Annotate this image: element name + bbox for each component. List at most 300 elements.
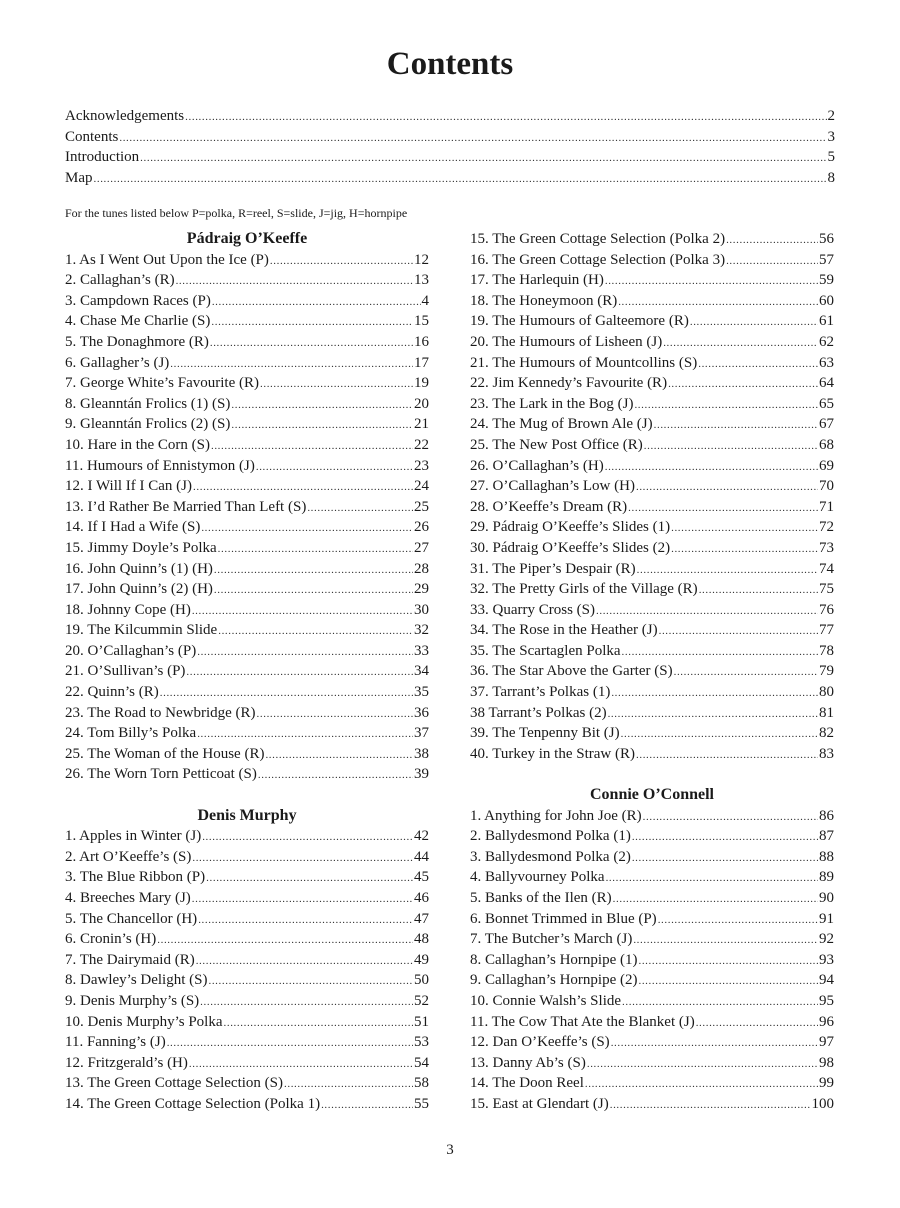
entry-page: 8 [827, 169, 835, 186]
dot-leader [633, 930, 818, 951]
toc-entry [65, 353, 429, 374]
dot-leader [185, 107, 826, 128]
entry-title: 25. The New Post Office (R) [470, 436, 643, 453]
toc-entry [65, 394, 429, 415]
entry-page: 29 [414, 581, 429, 598]
entry-page: 13 [414, 272, 429, 289]
entry-title: 18. Johnny Cope (H) [65, 601, 191, 618]
toc-entry [65, 909, 429, 930]
entry-page: 52 [414, 992, 429, 1009]
entry-title: 15. East at Glendart (J) [470, 1095, 609, 1112]
dot-leader [256, 457, 413, 478]
entry-title: 5. Banks of the Ilen (R) [470, 890, 612, 906]
dot-leader [94, 169, 827, 190]
entry-page: 45 [414, 869, 429, 886]
dot-leader [200, 992, 413, 1013]
dot-leader [699, 580, 818, 601]
entry-title: 3. Campdown Races (P) [65, 292, 211, 309]
entry-page: 89 [819, 869, 834, 886]
entry-page: 57 [819, 251, 834, 268]
toc-entry [65, 723, 429, 744]
dot-leader [608, 704, 818, 725]
entry-page: 63 [819, 354, 834, 371]
toc-entry [65, 682, 429, 703]
entry-page: 2 [827, 108, 835, 124]
toc-entry [470, 517, 834, 538]
toc-entry [65, 147, 835, 168]
toc-entry [470, 661, 834, 682]
entry-title: 13. Danny Ab’s (S) [470, 1054, 586, 1071]
entry-title: 13. I’d Rather Be Married Than Left (S) [65, 498, 307, 515]
dot-leader [197, 642, 413, 663]
toc-entry [470, 497, 834, 518]
entry-title: 22. Quinn’s (R) [65, 684, 159, 701]
dot-leader [192, 848, 413, 869]
dot-leader [176, 271, 413, 292]
toc-entry [470, 250, 834, 271]
toc-entry [470, 970, 834, 991]
dot-leader [206, 868, 413, 889]
dot-leader [265, 745, 413, 766]
entry-page: 62 [819, 333, 834, 350]
entry-title: 10. Connie Walsh’s Slide [470, 992, 622, 1009]
entry-title: Acknowledgements [65, 108, 185, 124]
entry-page: 61 [819, 313, 834, 330]
dot-leader [260, 374, 413, 395]
toc-entry [65, 517, 429, 538]
toc-entry [470, 373, 834, 394]
toc-entry [65, 579, 429, 600]
entry-page: 98 [819, 1054, 834, 1071]
entry-page: 24 [414, 478, 429, 495]
entry-page: 37 [414, 725, 429, 742]
toc-entry [65, 311, 429, 332]
entry-page: 71 [819, 498, 834, 515]
entry-title: 10. Hare in the Corn (S) [65, 436, 210, 453]
entry-title: 12. I Will If I Can (J) [65, 478, 193, 495]
toc-entry [65, 641, 429, 662]
toc-entry [470, 600, 834, 621]
dot-leader [192, 889, 413, 910]
entry-page: 46 [414, 890, 429, 906]
entry-page: 25 [414, 498, 429, 515]
dot-leader [638, 971, 818, 992]
toc-entry [470, 435, 834, 456]
entry-title: 12. Fritzgerald’s (H) [65, 1054, 188, 1071]
entry-page: 94 [819, 972, 834, 989]
entry-title: 23. The Lark in the Bog (J) [470, 395, 634, 412]
connie-oconnell-list [470, 806, 834, 1115]
toc-entry [65, 1053, 429, 1074]
dot-leader [628, 498, 818, 519]
dot-leader [284, 1074, 413, 1095]
entry-title: 1. Anything for John Joe (R) [470, 807, 642, 824]
toc-entry [470, 991, 834, 1012]
entry-title: 28. O’Keeffe’s Dream (R) [470, 498, 628, 515]
toc-entry [65, 950, 429, 971]
toc-entry [470, 1073, 834, 1094]
toc-entry [470, 414, 834, 435]
dot-leader [622, 992, 818, 1013]
toc-entry [65, 1012, 429, 1033]
toc-entry [65, 476, 429, 497]
entry-title: 40. Turkey in the Straw (R) [470, 745, 635, 762]
entry-title: 9. Denis Murphy’s (S) [65, 992, 200, 1009]
toc-entry [470, 1094, 834, 1115]
entry-page: 28 [414, 560, 429, 577]
entry-title: 21. The Humours of Mountcollins (S) [470, 354, 698, 371]
dot-leader [186, 662, 413, 683]
toc-entry [65, 600, 429, 621]
dot-leader [610, 1095, 811, 1116]
section-gap [470, 764, 834, 785]
padraig-okeeffe-list-continued [470, 229, 834, 764]
entry-page: 76 [819, 601, 834, 618]
dot-leader [611, 1033, 818, 1054]
toc-entry [65, 929, 429, 950]
toc-entry [65, 888, 429, 909]
dot-leader [671, 518, 818, 539]
entry-page: 23 [414, 457, 429, 474]
entry-title: 16. The Green Cottage Selection (Polka 3) [470, 251, 726, 268]
dot-leader [201, 518, 413, 539]
entry-title: 18. The Honeymoon (R) [470, 292, 618, 309]
entry-title: 33. Quarry Cross (S) [470, 601, 595, 618]
toc-entry [65, 826, 429, 847]
toc-entry [65, 456, 429, 477]
entry-page: 74 [819, 560, 834, 577]
page-number: 3 [446, 1142, 454, 1158]
entry-title: 27. O’Callaghan’s Low (H) [470, 478, 635, 495]
padraig-okeeffe-list [65, 250, 429, 785]
entry-title: 8. Callaghan’s Hornpipe (1) [470, 951, 638, 968]
dot-leader [270, 251, 413, 272]
entry-title: 19. The Humours of Galteemore (R) [470, 313, 689, 330]
entry-title: 34. The Rose in the Heather (J) [470, 622, 658, 639]
dot-leader [196, 951, 413, 972]
entry-page: 67 [819, 416, 834, 433]
entry-page: 95 [819, 992, 834, 1009]
toc-entry [65, 867, 429, 888]
toc-entry [65, 847, 429, 868]
entry-page: 93 [819, 951, 834, 968]
denis-murphy-list [65, 826, 429, 1114]
entry-page: 97 [819, 1034, 834, 1051]
dot-leader [214, 580, 413, 601]
toc-entry [470, 682, 834, 703]
toc-entry [65, 414, 429, 435]
entry-title: 1. As I Went Out Upon the Ice (P) [65, 251, 269, 268]
entry-page: 70 [819, 478, 834, 495]
dot-leader [167, 1033, 413, 1054]
dot-leader [157, 930, 413, 951]
entry-title: 26. The Worn Torn Petticoat (S) [65, 766, 257, 783]
toc-entry [470, 806, 834, 827]
dot-leader [231, 415, 413, 436]
dot-leader [668, 374, 818, 395]
entry-page: 100 [811, 1095, 834, 1112]
entry-page: 4 [421, 292, 429, 309]
entry-title: 30. Pádraig O’Keeffe’s Slides (2) [470, 539, 671, 556]
toc-entry [65, 764, 429, 785]
toc-entry [470, 394, 834, 415]
dot-leader [605, 457, 818, 478]
toc-entry [470, 1032, 834, 1053]
entry-page: 83 [819, 745, 834, 762]
entry-page: 3 [827, 128, 835, 145]
entry-title: 24. Tom Billy’s Polka [65, 725, 197, 742]
toc-entry [65, 435, 429, 456]
dot-leader [658, 910, 818, 931]
entry-title: 15. The Green Cottage Selection (Polka 2) [470, 231, 726, 247]
entry-title: 14. The Doon Reel [470, 1075, 584, 1092]
dot-leader [218, 539, 413, 560]
page-title: Contents [386, 46, 514, 82]
toc-entry [470, 641, 834, 662]
tune-type-legend: For the tunes listed below P=polka, R=reel, S=slide, J=jig, H=hornpipe [65, 206, 408, 220]
entry-title: 37. Tarrant’s Polkas (1) [470, 684, 611, 701]
entry-title: 3. Ballydesmond Polka (2) [470, 848, 631, 865]
dot-leader [257, 704, 413, 725]
toc-entry [470, 867, 834, 888]
dot-leader [198, 910, 413, 931]
entry-title: 11. Fanning’s (J) [65, 1034, 166, 1051]
entry-title: 24. The Mug of Brown Ale (J) [470, 416, 653, 433]
entry-page: 86 [819, 807, 834, 824]
entry-page: 44 [414, 848, 429, 865]
entry-title: Introduction [65, 149, 140, 166]
front-matter-list [65, 106, 835, 188]
toc-entry [470, 826, 834, 847]
toc-entry [65, 373, 429, 394]
toc-entry [470, 559, 834, 580]
entry-page: 38 [414, 745, 429, 762]
toc-entry [65, 106, 835, 127]
dot-leader [618, 292, 818, 313]
entry-title: 13. The Green Cottage Selection (S) [65, 1075, 283, 1092]
dot-leader [208, 971, 413, 992]
toc-entry [470, 476, 834, 497]
dot-leader [605, 271, 818, 292]
entry-title: 4. Breeches Mary (J) [65, 890, 191, 906]
toc-entry [65, 991, 429, 1012]
entry-page: 80 [819, 684, 834, 701]
entry-page: 91 [819, 910, 834, 927]
entry-title: 4. Ballyvourney Polka [470, 869, 605, 886]
entry-title: 2. Art O’Keeffe’s (S) [65, 848, 192, 865]
dot-leader [606, 868, 818, 889]
toc-entry [470, 1012, 834, 1033]
entry-title: 26. O’Callaghan’s (H) [470, 457, 604, 474]
toc-entry [65, 661, 429, 682]
toc-entry [65, 1032, 429, 1053]
entry-title: 8. Gleanntán Frolics (1) (S) [65, 395, 231, 412]
dot-leader [307, 498, 413, 519]
entry-title: 38 Tarrant’s Polkas (2) [470, 704, 607, 721]
toc-entry [65, 559, 429, 580]
dot-leader [587, 1054, 818, 1075]
toc-entry [470, 929, 834, 950]
entry-title: 36. The Star Above the Garter (S) [470, 663, 673, 680]
toc-entry [470, 456, 834, 477]
entry-title: 5. The Chancellor (H) [65, 910, 198, 927]
entry-page: 81 [819, 704, 834, 721]
dot-leader [197, 724, 413, 745]
entry-title: 2. Ballydesmond Polka (1) [470, 828, 631, 845]
entry-title: Map [65, 169, 93, 186]
toc-entry [470, 888, 834, 909]
dot-leader [613, 889, 818, 910]
dot-leader [643, 807, 818, 828]
dot-leader [211, 312, 413, 333]
entry-page: 75 [819, 581, 834, 598]
entry-page: 77 [819, 622, 834, 639]
entry-page: 49 [414, 951, 429, 968]
entry-title: 6. Gallagher’s (J) [65, 354, 170, 371]
dot-leader [636, 477, 818, 498]
section-heading-connie-oconnell: Connie O’Connell [589, 786, 714, 804]
dot-leader [119, 128, 826, 149]
entry-page: 47 [414, 910, 429, 927]
entry-title: 7. George White’s Favourite (R) [65, 375, 259, 392]
toc-entry [65, 332, 429, 353]
entry-page: 53 [414, 1034, 429, 1051]
entry-title: 10. Denis Murphy’s Polka [65, 1013, 223, 1030]
toc-entry [470, 332, 834, 353]
dot-leader [192, 601, 413, 622]
entry-page: 79 [819, 663, 834, 680]
entry-page: 72 [819, 519, 834, 536]
dot-leader [674, 662, 818, 683]
dot-leader [585, 1074, 818, 1095]
entry-title: 9. Gleanntán Frolics (2) (S) [65, 416, 231, 433]
toc-entry [65, 291, 429, 312]
entry-page: 48 [414, 931, 429, 948]
dot-leader [622, 642, 818, 663]
entry-page: 20 [414, 395, 429, 412]
right-column [470, 229, 834, 1115]
entry-page: 39 [414, 766, 429, 783]
toc-entry [470, 909, 834, 930]
entry-page: 27 [414, 539, 429, 556]
toc-entry [65, 270, 429, 291]
entry-title: 17. The Harlequin (H) [470, 272, 604, 289]
toc-entry [65, 970, 429, 991]
dot-leader [621, 724, 818, 745]
section-gap [65, 785, 429, 806]
dot-leader [659, 621, 818, 642]
entry-title: 5. The Donaghmore (R) [65, 333, 209, 350]
dot-leader [698, 354, 818, 375]
dot-leader [638, 951, 818, 972]
entry-title: 21. O’Sullivan’s (P) [65, 663, 186, 680]
toc-entry [470, 847, 834, 868]
dot-leader [258, 765, 413, 786]
dot-leader [644, 436, 818, 457]
entry-title: 14. If I Had a Wife (S) [65, 519, 201, 536]
entry-page: 30 [414, 601, 429, 618]
entry-title: 15. Jimmy Doyle’s Polka [65, 539, 217, 556]
entry-title: 7. The Butcher’s March (J) [470, 931, 633, 948]
entry-title: 39. The Tenpenny Bit (J) [470, 725, 620, 742]
dot-leader [224, 1013, 414, 1034]
toc-entry [470, 311, 834, 332]
entry-page: 99 [819, 1075, 834, 1092]
section-heading-padraig-okeeffe: Pádraig O’Keeffe [186, 230, 308, 247]
toc-entry [470, 950, 834, 971]
entry-page: 33 [414, 642, 429, 659]
entry-title: 20. O’Callaghan’s (P) [65, 642, 197, 659]
entry-page: 36 [414, 704, 429, 721]
entry-page: 56 [819, 231, 834, 247]
entry-page: 35 [414, 684, 429, 701]
entry-title: 31. The Piper’s Despair (R) [470, 560, 636, 577]
dot-leader [636, 745, 818, 766]
dot-leader [611, 683, 818, 704]
entry-page: 59 [819, 272, 834, 289]
entry-page: 15 [414, 313, 429, 330]
dot-leader [193, 477, 413, 498]
entry-page: 54 [414, 1054, 429, 1071]
entry-title: 11. Humours of Ennistymon (J) [65, 457, 255, 474]
dot-leader [726, 251, 818, 272]
dot-leader [663, 333, 818, 354]
entry-title: 17. John Quinn’s (2) (H) [65, 581, 213, 598]
entry-page: 90 [819, 890, 834, 906]
toc-entry [470, 538, 834, 559]
entry-page: 73 [819, 539, 834, 556]
section-heading-denis-murphy: Denis Murphy [197, 806, 297, 824]
entry-page: 50 [414, 972, 429, 989]
toc-entry [470, 1053, 834, 1074]
toc-entry [470, 723, 834, 744]
entry-title: 7. The Dairymaid (R) [65, 951, 195, 968]
entry-title: 1. Apples in Winter (J) [65, 828, 202, 845]
toc-entry [470, 353, 834, 374]
dot-leader [140, 148, 826, 169]
entry-title: 8. Dawley’s Delight (S) [65, 972, 208, 989]
toc-entry [65, 744, 429, 765]
dot-leader [231, 395, 413, 416]
toc-entry [470, 270, 834, 291]
entry-page: 68 [819, 436, 834, 453]
entry-page: 51 [414, 1013, 429, 1030]
dot-leader [170, 354, 413, 375]
dot-leader [214, 560, 413, 581]
entry-title: 12. Dan O’Keeffe’s (S) [470, 1034, 610, 1051]
entry-title: 11. The Cow That Ate the Blanket (J) [470, 1013, 695, 1030]
entry-title: 6. Bonnet Trimmed in Blue (P) [470, 910, 657, 927]
toc-entry [470, 703, 834, 724]
entry-title: 20. The Humours of Lisheen (J) [470, 333, 663, 350]
entry-page: 42 [414, 828, 429, 845]
dot-leader [321, 1095, 413, 1116]
entry-page: 12 [414, 251, 429, 268]
entry-page: 58 [414, 1075, 429, 1092]
entry-title: 2. Callaghan’s (R) [65, 272, 175, 289]
entry-title: 25. The Woman of the House (R) [65, 745, 265, 762]
entry-page: 19 [414, 375, 429, 392]
entry-page: 21 [414, 416, 429, 433]
entry-page: 88 [819, 848, 834, 865]
entry-page: 64 [819, 375, 834, 392]
dot-leader [189, 1054, 413, 1075]
entry-page: 26 [414, 519, 429, 536]
entry-page: 34 [414, 663, 429, 680]
entry-title: 16. John Quinn’s (1) (H) [65, 560, 213, 577]
dot-leader [654, 415, 818, 436]
toc-entry [65, 1073, 429, 1094]
